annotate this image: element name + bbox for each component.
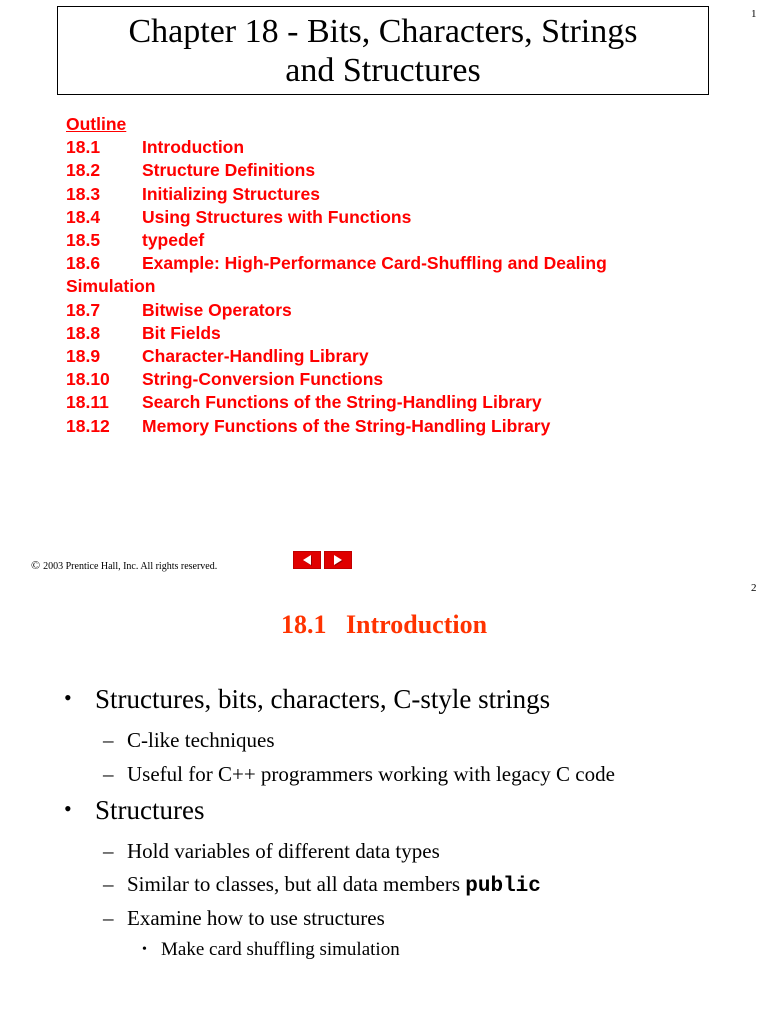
dash-icon: – <box>103 728 114 752</box>
outline-item-label: Initializing Structures <box>142 183 320 204</box>
outline-item <box>66 391 607 414</box>
dash-icon: – <box>103 906 114 930</box>
outline-item <box>66 252 607 275</box>
bullet-item <box>64 684 550 715</box>
dash-icon: – <box>103 762 114 786</box>
outline-item-continuation: Simulation <box>66 276 156 297</box>
slide-title-box <box>57 6 709 95</box>
outline-item <box>66 368 607 391</box>
outline-heading: Outline <box>66 114 127 134</box>
right-arrow-icon <box>334 555 342 565</box>
bullet-text: Structures, bits, characters, C-style strings <box>95 684 551 714</box>
sub-sub-bullet-text: Make card shuffling simulation <box>161 939 400 960</box>
outline-item <box>66 345 607 368</box>
outline-item-number: 18.8 <box>66 322 101 343</box>
outline-item-label: Introduction <box>142 137 245 158</box>
outline-item <box>66 136 607 159</box>
section-title: 18.1 Introduction <box>280 610 488 639</box>
outline-item-number: 18.6 <box>66 253 101 274</box>
sub-bullet-item <box>103 872 541 898</box>
sub-bullet-text: Examine how to use structures <box>127 906 385 930</box>
outline-item-number: 18.2 <box>66 160 101 181</box>
outline-item-number: 18.7 <box>66 299 101 320</box>
outline-item-label: Memory Functions of the String-Handling Library <box>142 415 551 436</box>
outline-item <box>66 206 607 229</box>
outline-item-label: Using Structures with Functions <box>142 206 412 227</box>
copyright-notice <box>31 558 217 573</box>
outline-item-label: Example: High-Performance Card-Shuffling and Dealing <box>142 253 607 274</box>
page-number-1: 1 <box>751 8 757 20</box>
outline-item-label: Bitwise Operators <box>142 299 292 320</box>
outline-item <box>66 183 607 206</box>
slide-title-line-1: Chapter 18 - Bits, Characters, Strings <box>128 12 638 50</box>
copyright-text: 2003 Prentice Hall, Inc. All rights reserved. <box>43 561 218 572</box>
sub-bullet-text: C-like techniques <box>127 728 275 752</box>
outline-item-number: 18.12 <box>66 415 110 436</box>
outline-item <box>66 299 607 322</box>
outline-item-number: 18.3 <box>66 183 101 204</box>
sub-bullet-item <box>103 906 385 931</box>
outline-item <box>66 415 607 438</box>
outline-item-number: 18.9 <box>66 346 101 367</box>
sub-bullet-text: Hold variables of different data types <box>127 839 440 863</box>
outline-item-label: typedef <box>142 230 205 251</box>
sub-bullet-item <box>103 762 615 787</box>
bullet-dot-icon: • <box>64 685 72 710</box>
outline-list <box>66 113 607 438</box>
outline-item <box>66 229 607 252</box>
copyright-symbol: © <box>31 558 41 572</box>
bullet-dot-icon: • <box>64 796 72 821</box>
bullet-dot-icon: • <box>142 942 147 957</box>
outline-item-number: 18.11 <box>66 392 109 413</box>
code-keyword: public <box>465 875 541 898</box>
sub-bullet-item <box>103 839 440 864</box>
slide-title-line-2: and Structures <box>285 51 481 89</box>
outline-item-label: String-Conversion Functions <box>142 369 384 390</box>
outline-item <box>66 159 607 182</box>
bullet-text: Structures <box>95 795 205 825</box>
outline-item-number: 18.5 <box>66 230 101 251</box>
next-slide-button[interactable] <box>324 551 352 569</box>
bullet-item <box>64 795 204 826</box>
outline-item-label: Structure Definitions <box>142 160 316 181</box>
outline-item <box>66 322 607 345</box>
sub-bullet-text: Useful for C++ programmers working with legacy C code <box>127 762 615 786</box>
left-arrow-icon <box>303 555 311 565</box>
outline-item-label: Search Functions of the String-Handling Library <box>142 392 542 413</box>
previous-slide-button[interactable] <box>293 551 321 569</box>
outline-item-label: Bit Fields <box>142 322 221 343</box>
outline-item-label: Character-Handling Library <box>142 346 369 367</box>
dash-icon: – <box>103 872 114 896</box>
page-number-2: 2 <box>751 582 757 594</box>
outline-item-number: 18.1 <box>66 137 101 158</box>
sub-sub-bullet-item <box>142 939 400 961</box>
dash-icon: – <box>103 839 114 863</box>
sub-bullet-text: Similar to classes, but all data members <box>127 872 466 896</box>
outline-item-number: 18.10 <box>66 369 110 390</box>
sub-bullet-item <box>103 728 275 753</box>
outline-item-number: 18.4 <box>66 206 101 227</box>
